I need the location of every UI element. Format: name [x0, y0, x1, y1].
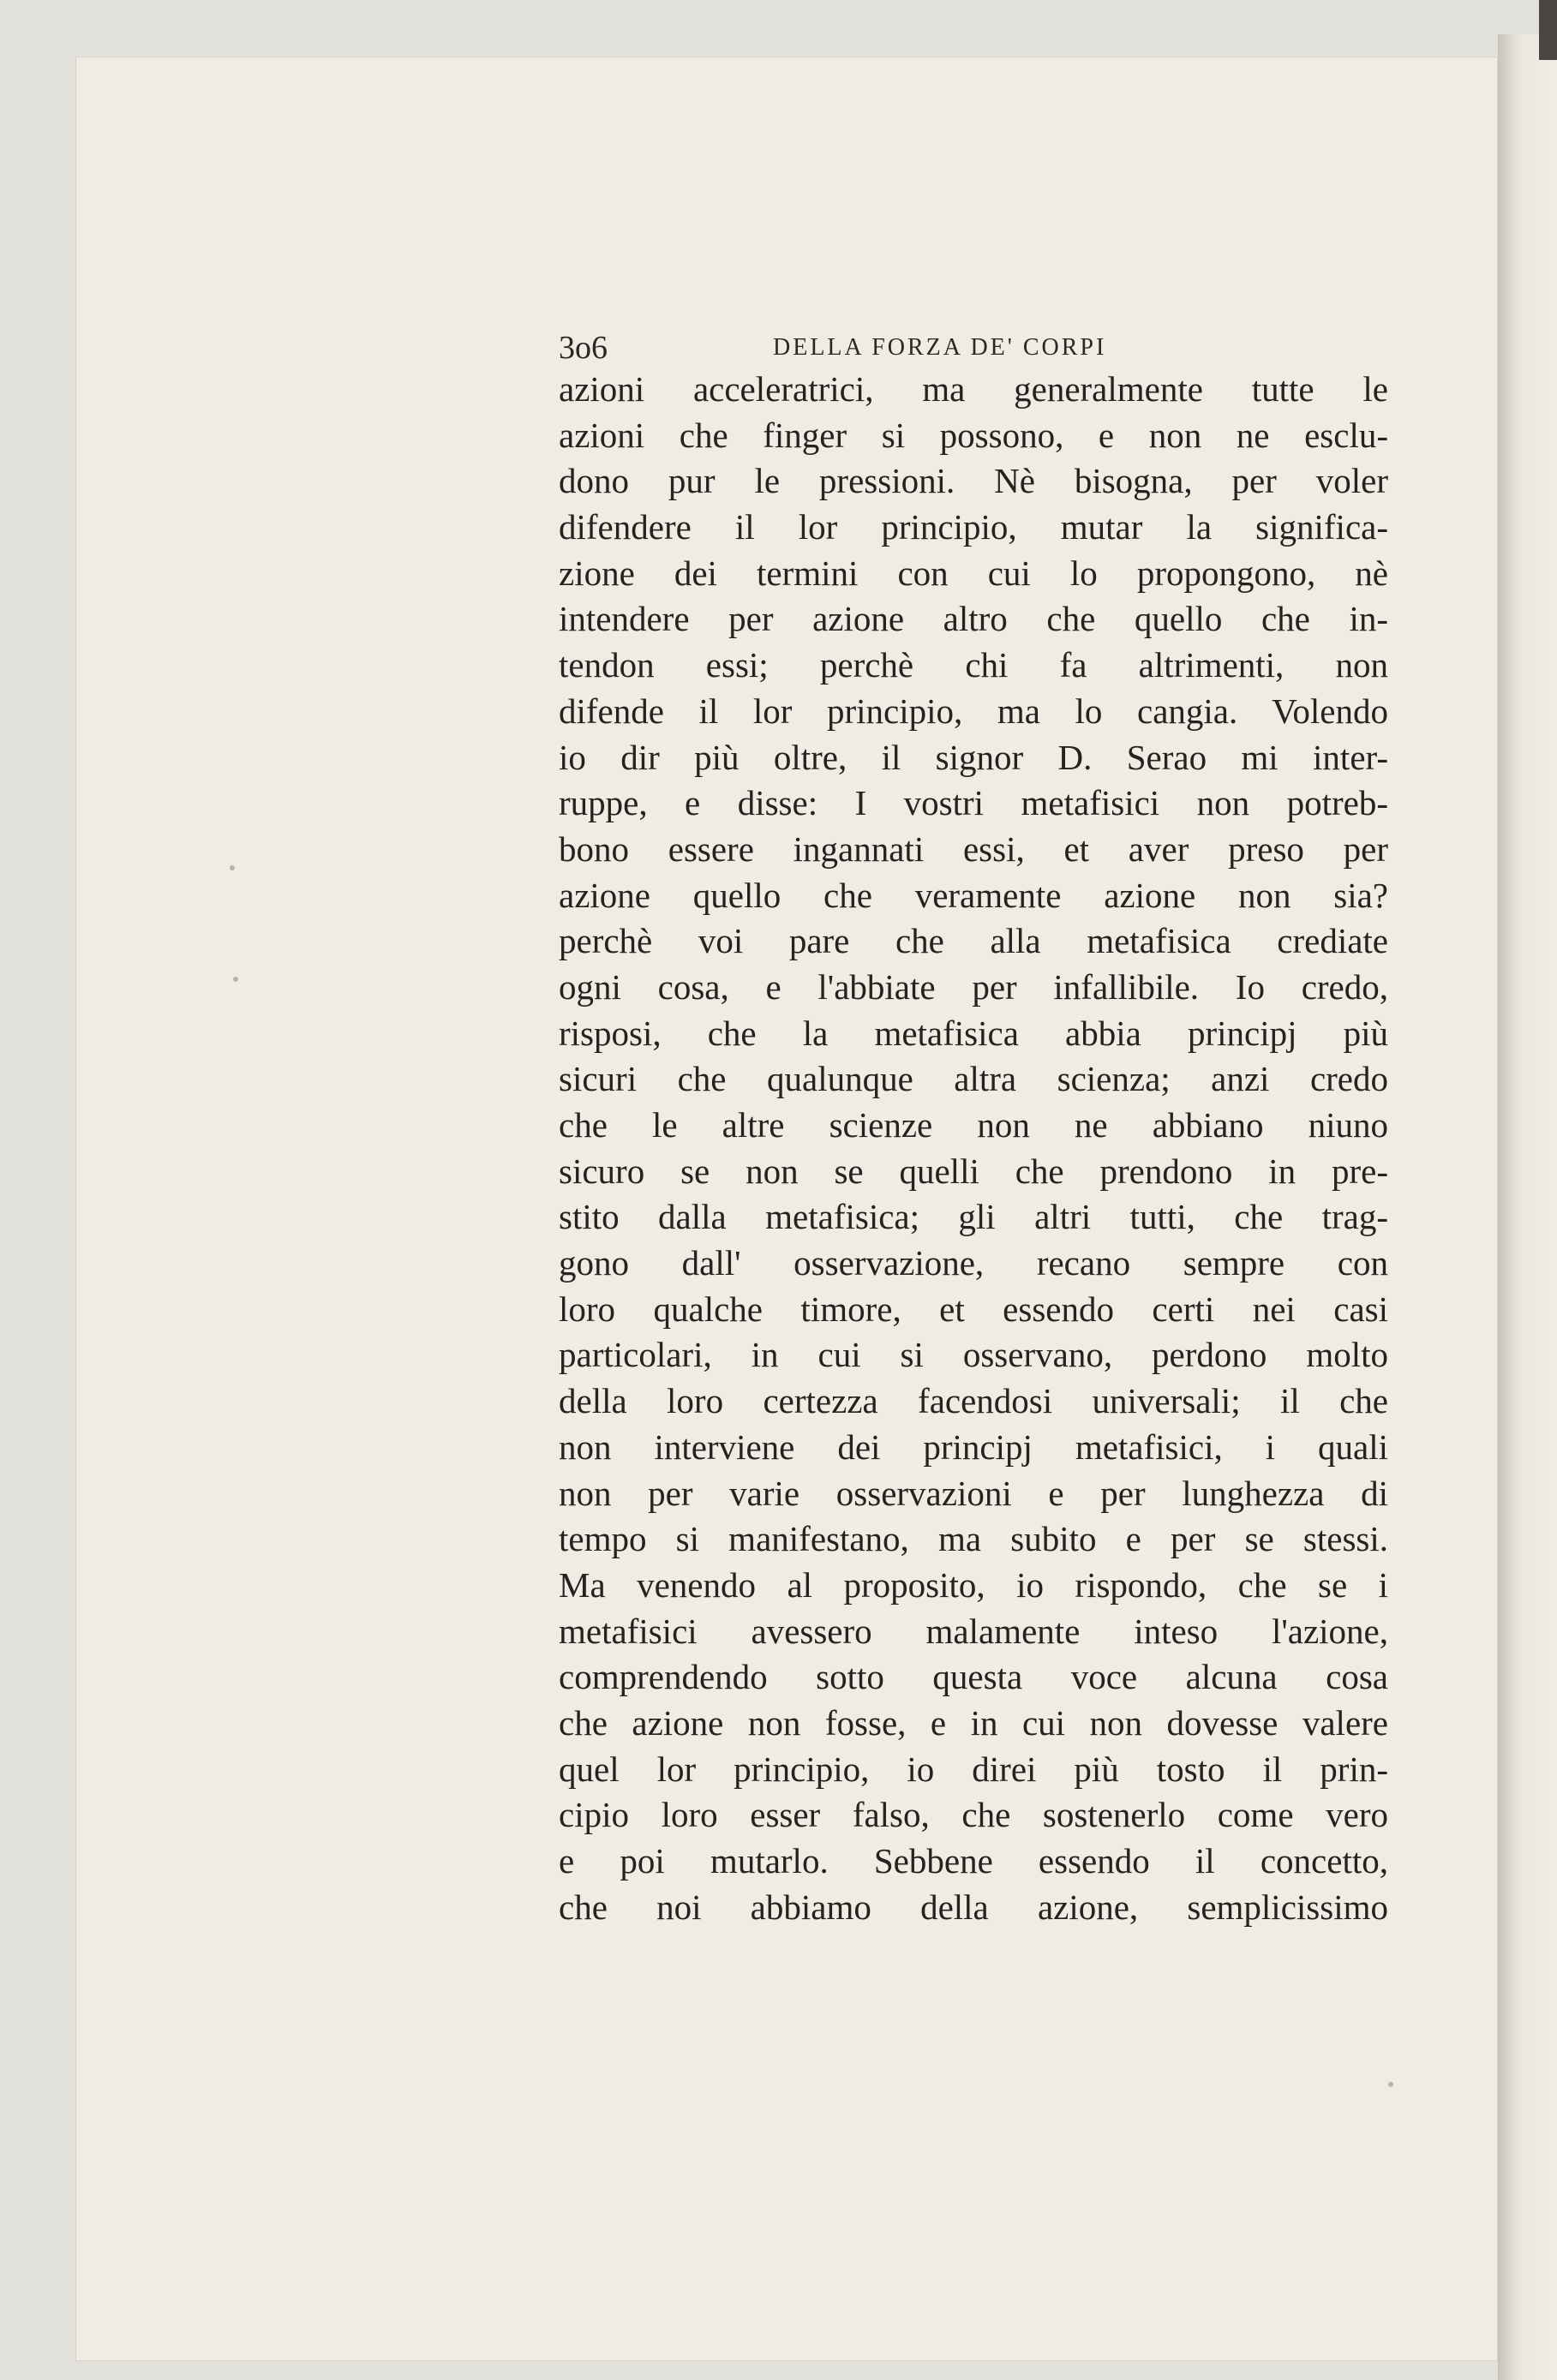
page-number: 3o6	[559, 330, 608, 366]
text-line: che noi abbiamo della azione, semplicissimo	[559, 1887, 1388, 1927]
paper-speck	[1388, 2082, 1393, 2087]
text-line: perchè voi pare che alla metafisica crediate	[559, 921, 1388, 961]
text-line: Ma venendo al proposito, io rispondo, che se i	[559, 1564, 1388, 1605]
text-line: loro qualche timore, et essendo certi nei casi	[559, 1289, 1388, 1329]
paper-speck	[233, 977, 238, 982]
text-line: tendon essi; perchè chi fa altrimenti, non	[559, 645, 1388, 685]
running-head: DELLA FORZA DE' CORPI	[773, 334, 1107, 361]
page-header	[559, 322, 1398, 374]
scan-border-strip	[1539, 0, 1557, 60]
text-line: sicuro se non se quelli che prendono in pre-	[559, 1151, 1388, 1191]
text-line: ruppe, e disse: I vostri metafisici non potreb-	[559, 783, 1388, 823]
text-line: azione quello che veramente azione non sia?	[559, 875, 1388, 915]
text-line: difendere il lor principio, mutar la significa-	[559, 507, 1388, 547]
text-line: dono pur le pressioni. Nè bisogna, per voler	[559, 461, 1388, 501]
text-line: ogni cosa, e l'abbiate per infallibile. Io credo,	[559, 966, 1388, 1007]
facing-page-edge	[1498, 34, 1557, 2380]
text-line: metafisici avessero malamente inteso l'azione,	[559, 1611, 1388, 1651]
text-line: e poi mutarlo. Sebbene essendo il concetto,	[559, 1841, 1388, 1881]
text-line: quel lor principio, io direi più tosto il prin-	[559, 1749, 1388, 1789]
text-line: difende il lor principio, ma lo cangia. Volendo	[559, 691, 1388, 731]
text-line: zione dei termini con cui lo propongono, nè	[559, 553, 1388, 593]
text-line: risposi, che la metafisica abbia principj più	[559, 1013, 1388, 1053]
text-line: non interviene dei principj metafisici, i quali	[559, 1426, 1388, 1467]
text-line: tempo si manifestano, ma subito e per se stessi.	[559, 1519, 1388, 1559]
text-line: che azione non fosse, e in cui non dovesse valere	[559, 1702, 1388, 1743]
text-line: comprendendo sotto questa voce alcuna cosa	[559, 1657, 1388, 1697]
text-line: azioni che finger si possono, e non ne esclu-	[559, 415, 1388, 455]
text-line: non per varie osservazioni e per lunghezza di	[559, 1473, 1388, 1513]
paper-speck	[230, 865, 235, 870]
text-line: intendere per azione altro che quello che in-	[559, 599, 1388, 639]
text-line: gono dall' osservazione, recano sempre con	[559, 1243, 1388, 1283]
text-line: io dir più oltre, il signor D. Serao mi inter-	[559, 737, 1388, 777]
body-text	[559, 367, 1388, 1930]
text-line: che le altre scienze non ne abbiano niuno	[559, 1105, 1388, 1145]
text-line: stito dalla metafisica; gli altri tutti, che trag-	[559, 1197, 1388, 1237]
text-line: della loro certezza facendosi universali; il che	[559, 1381, 1388, 1421]
text-line: sicuri che qualunque altra scienza; anzi credo	[559, 1059, 1388, 1099]
text-line: particolari, in cui si osservano, perdono molto	[559, 1335, 1388, 1375]
text-line: cipio loro esser falso, che sostenerlo come vero	[559, 1795, 1388, 1835]
text-line: bono essere ingannati essi, et aver preso per	[559, 828, 1388, 869]
text-line: azioni acceleratrici, ma generalmente tutte le	[559, 369, 1388, 409]
